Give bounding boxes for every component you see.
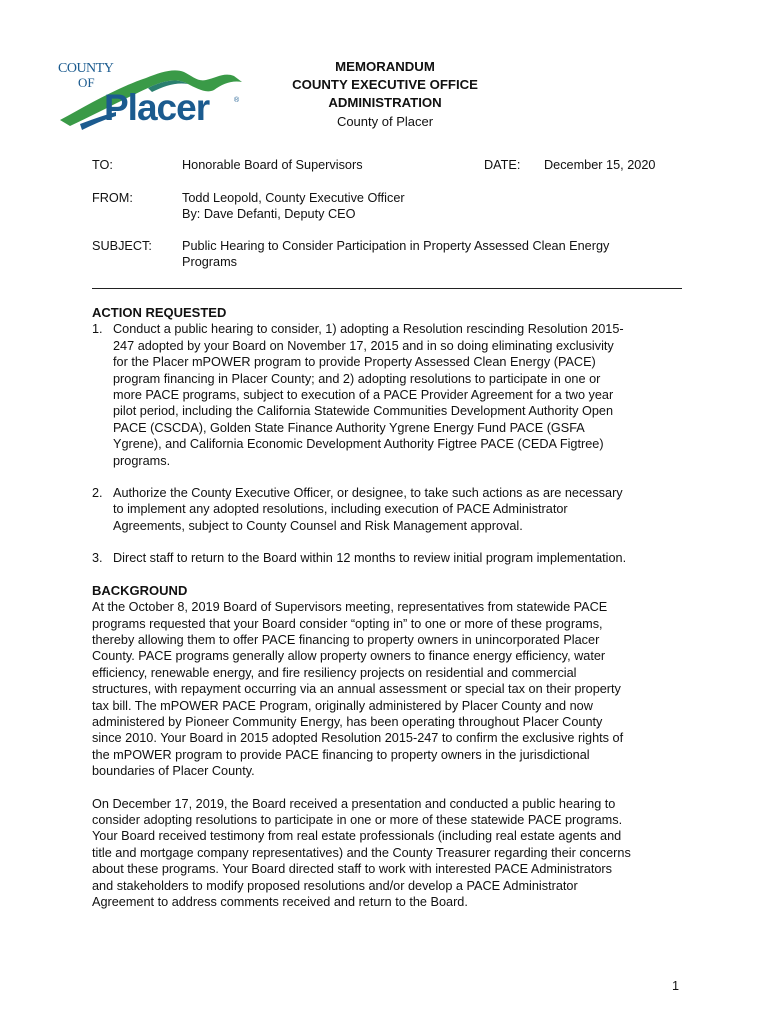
memo-body: [92, 305, 684, 910]
svg-text:®: ®: [234, 97, 240, 104]
background-paragraph-1: At the October 8, 2019 Board of Supervisors meeting, representatives from statewide PACE programs requested that your Board consider “opting in” to one or more of these programs, thereby allowing them to offer PACE financing to property owners in unincorporated Placer County. PACE programs generally allow property owners to finance energy efficiency, water efficiency, renewable energy, and fire resiliency projects on residential and commercial structures, with repayment occurring via an annual assessment or special tax on their property tax bill. The mPOWER PACE Program, originally administered by Placer County and now administered by Pioneer Community Energy, has been operating throughout Placer County since 2010. Your Board in 2015 adopted Resolution 2015-247 to confirm the exclusive rights of the mPOWER program to provide PACE financing to property owners in the jurisdictional boundaries of Placer County.: [92, 600, 624, 779]
to-label: TO:: [92, 158, 113, 172]
action-item-3: 3. Direct staff to return to the Board within 12 months to review initial program implementation.: [92, 551, 627, 566]
spacer: [92, 469, 684, 485]
action-requested-title: ACTION REQUESTED: [92, 305, 227, 320]
from-line-2: By: Dave Defanti, Deputy CEO: [182, 207, 356, 222]
memo-title: MEMORANDUM: [335, 59, 435, 74]
date-value: December 15, 2020: [544, 158, 656, 172]
memo-division: ADMINISTRATION: [328, 95, 442, 110]
header-divider: [92, 288, 682, 289]
action-item-1: 1. Conduct a public hearing to consider, 1) adopting a Resolution rescinding Resolution 2015- 247 adopted by your Board on November 17, 2015 and in so doing eliminating exclusivity for the Placer mPOWER program to provide Property Assessed Clean Energy (PACE) program financing in Placer County; and 2) adopting resolutions to participate in one or more PACE programs, subject to execution of a PACE Provider Agreement for a two year pilot period, including the California Statewide Communities Development Authority Open PACE (CSCDA), Golden State Finance Authority Ygrene Energy Fund PACE (GSFA Ygrene), and California Economic Development Authority Figtree PACE (CEDA Figtree) programs.: [92, 322, 624, 468]
background-title: BACKGROUND: [92, 582, 188, 598]
placer-mountain-logo-icon: [56, 58, 252, 140]
memo-county: County of Placer: [336, 114, 434, 129]
county-of-placer-logo: [56, 58, 252, 140]
action-list: [92, 321, 684, 566]
subject-label: SUBJECT:: [92, 239, 152, 253]
from-label: FROM:: [92, 191, 133, 205]
subject-value: [182, 238, 609, 271]
page-number: 1: [672, 979, 680, 993]
memo-office: COUNTY EXECUTIVE OFFICE: [292, 77, 478, 92]
spacer: [92, 534, 684, 550]
spacer: [92, 567, 684, 583]
action-item-2: 2. Authorize the County Executive Officer, or designee, to take such actions as are necessary to implement any adopted resolutions, including execution of PACE Administrator Agreements, subject to County Counsel and Risk Management approval.: [92, 486, 623, 533]
logo-county-text: COUNTY: [58, 61, 114, 76]
from-value: [182, 190, 405, 223]
spacer: [92, 780, 684, 796]
date-label: DATE:: [484, 158, 521, 172]
to-value: Honorable Board of Supervisors: [182, 158, 363, 172]
memo-heading: [240, 58, 530, 131]
subject-line-2: Programs: [182, 255, 237, 270]
logo-of-text: OF: [78, 75, 95, 90]
subject-line-1: Public Hearing to Consider Participation in Property Assessed Clean Energy: [182, 239, 610, 253]
logo-placer-text: Placer: [104, 87, 210, 128]
background-paragraph-2: On December 17, 2019, the Board received a presentation and conducted a public hearing to consider adopting resolutions to participate in one or more of these statewide PACE programs. Your Board received testimony from real estate professionals (including real estate agents and title and mortgage company representatives) and the County Treasurer regarding their concerns about these programs. Your Board directed staff to work with interested PACE Administrators and stakeholders to modify proposed resolutions and/or develop a PACE Administrator Agreement to address comments received and return to the Board.: [92, 796, 631, 909]
from-line-1: Todd Leopold, County Executive Officer: [182, 191, 405, 205]
